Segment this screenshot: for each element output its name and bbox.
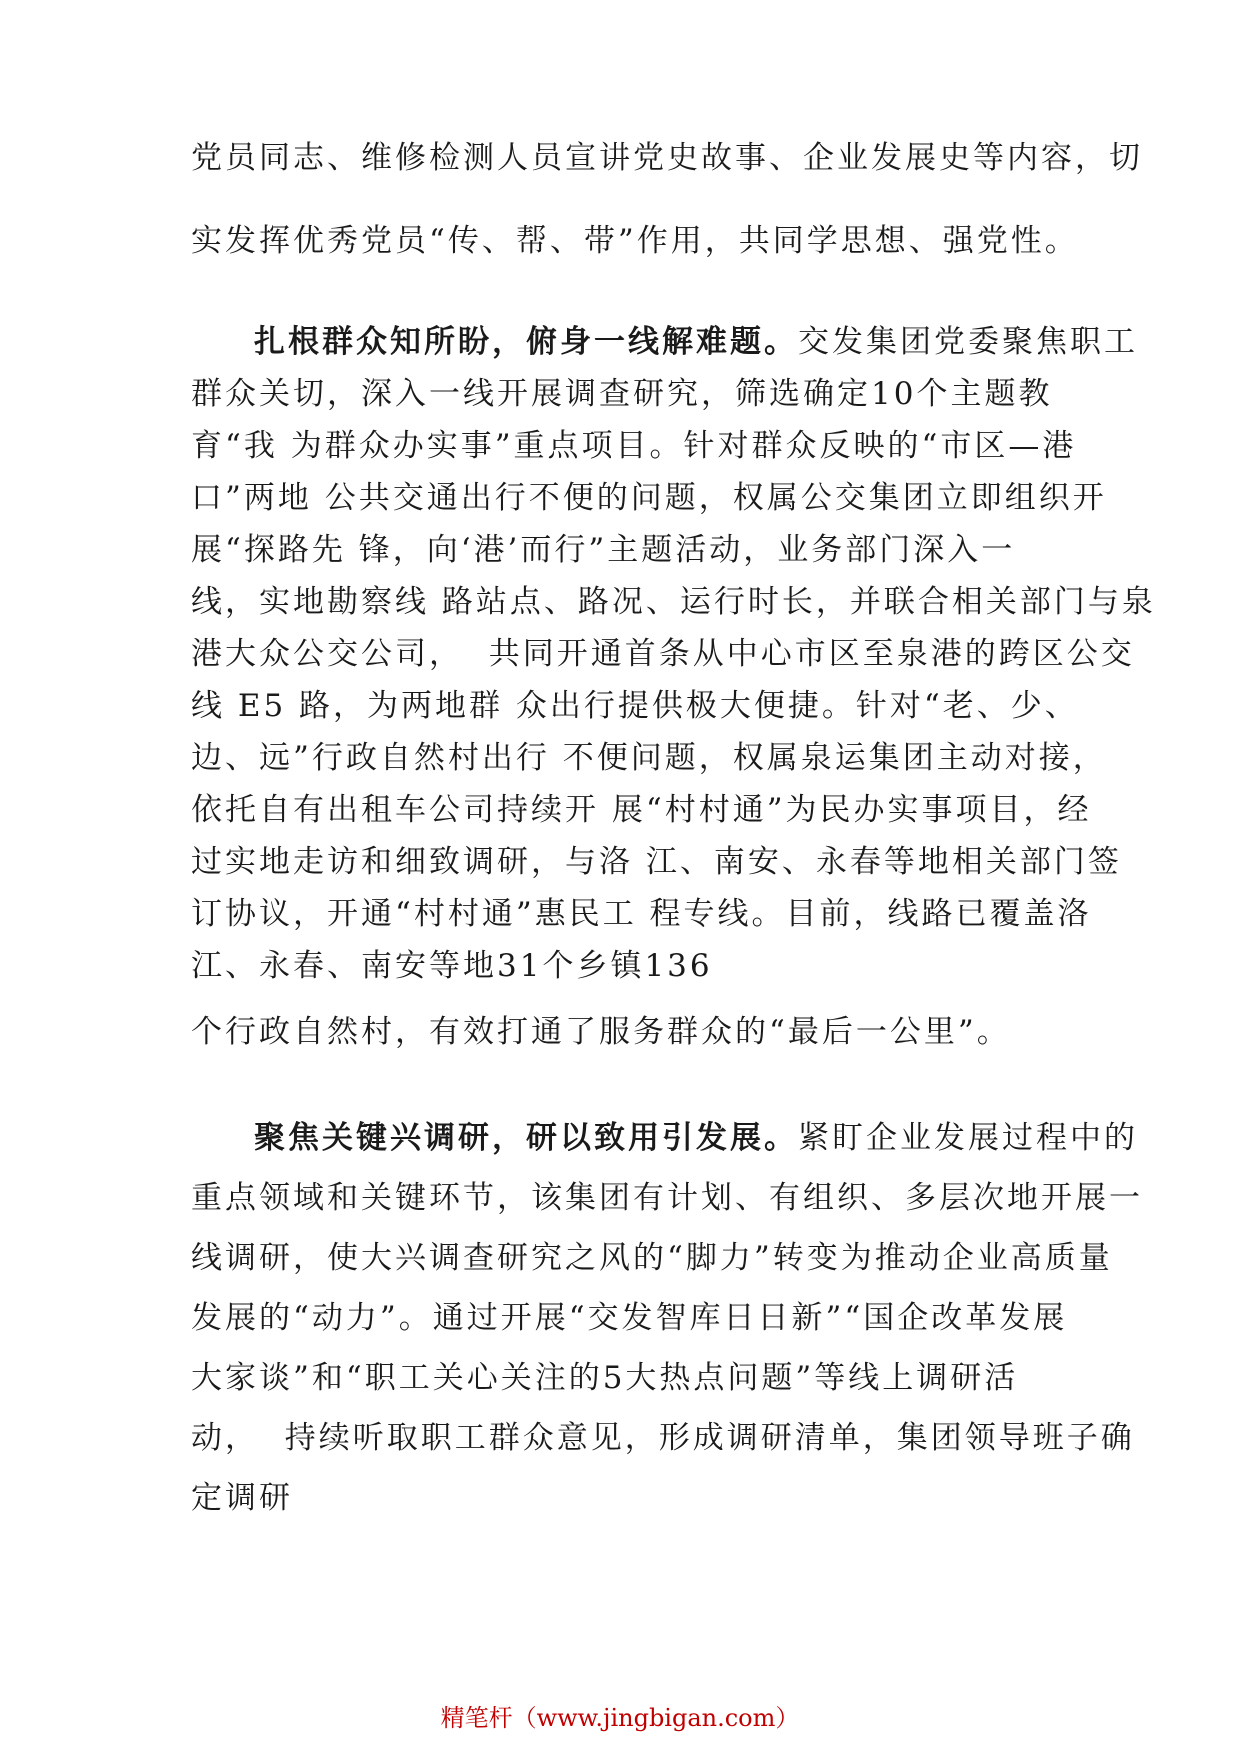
paragraph-2-line: 个行政自然村，有效打通了服务群众的“最后一公里”。 (191, 1014, 1011, 1050)
paragraph-3-line: 动， 持续听取职工群众意见，形成调研清单，集团领导班子确 (191, 1420, 1135, 1456)
footer-watermark-link[interactable]: 精笔杆（www.jingbigan.com） (440, 1704, 800, 1732)
paragraph-2-line: 订协议，开通“村村通”惠民工 程专线。目前，线路已覆盖洛 (191, 896, 1092, 932)
paragraph-3-first-line (254, 1118, 1138, 1158)
paragraph-1-line-1: 党员同志、维修检测人员宣讲党史故事、企业发展史等内容，切 (191, 140, 1143, 176)
paragraph-2-line: 育“我 为群众办实事”重点项目。针对群众反映的“市区—港 (191, 428, 1077, 464)
paragraph-2-line: 群众关切，深入一线开展调查研究，筛选确定10个主题教 (191, 376, 1053, 412)
paragraph-3-line: 定调研 (191, 1480, 293, 1516)
paragraph-3-heading: 聚焦关键兴调研，研以致用引发展。 (254, 1120, 798, 1156)
paragraph-3-line: 发展的“动力”。通过开展“交发智库日日新”“国企改革发展 (191, 1300, 1068, 1336)
paragraph-2-line: 江、永春、南安等地31个乡镇136 (191, 948, 713, 984)
paragraph-1-line-2: 实发挥优秀党员“传、帮、带”作用，共同学思想、强党性。 (191, 223, 1079, 259)
paragraph-2-line: 展“探路先 锋，向‘港’而行”主题活动，业务部门深入一 (191, 532, 1016, 568)
paragraph-2-line: 线，实地勘察线 路站点、路况、运行时长，并联合相关部门与泉 (191, 584, 1156, 620)
paragraph-2-line: 依托自有出租车公司持续开 展“村村通”为民办实事项目，经 (191, 792, 1092, 828)
paragraph-3-line: 大家谈”和“职工关心关注的5大热点问题”等线上调研活 (191, 1360, 1019, 1396)
paragraph-3-first-line-text: 紧盯企业发展过程中的 (798, 1120, 1138, 1156)
paragraph-3-line: 重点领域和关键环节，该集团有计划、有组织、多层次地开展一 (191, 1180, 1143, 1216)
paragraph-2-line: 港大众公交公司， 共同开通首条从中心市区至泉港的跨区公交 (191, 636, 1135, 672)
paragraph-3-line: 线调研，使大兴调查研究之风的“脚力”转变为推动企业高质量 (191, 1240, 1113, 1276)
paragraph-2-line: 过实地走访和细致调研，与洛 江、南安、永春等地相关部门签 (191, 844, 1122, 880)
paragraph-2-line: 口”两地 公共交通出行不便的问题，权属公交集团立即组织开 (191, 480, 1107, 516)
paragraph-2-line: 边、远”行政自然村出行 不便问题，权属泉运集团主动对接， (191, 740, 1107, 776)
paragraph-2-line: 线 E5 路，为两地群 众出行提供极大便捷。针对“老、少、 (191, 688, 1079, 724)
paragraph-2-first-line (254, 322, 1138, 362)
paragraph-2-first-line-text: 交发集团党委聚焦职工 (798, 324, 1138, 360)
paragraph-2-heading: 扎根群众知所盼，俯身一线解难题。 (254, 324, 798, 360)
